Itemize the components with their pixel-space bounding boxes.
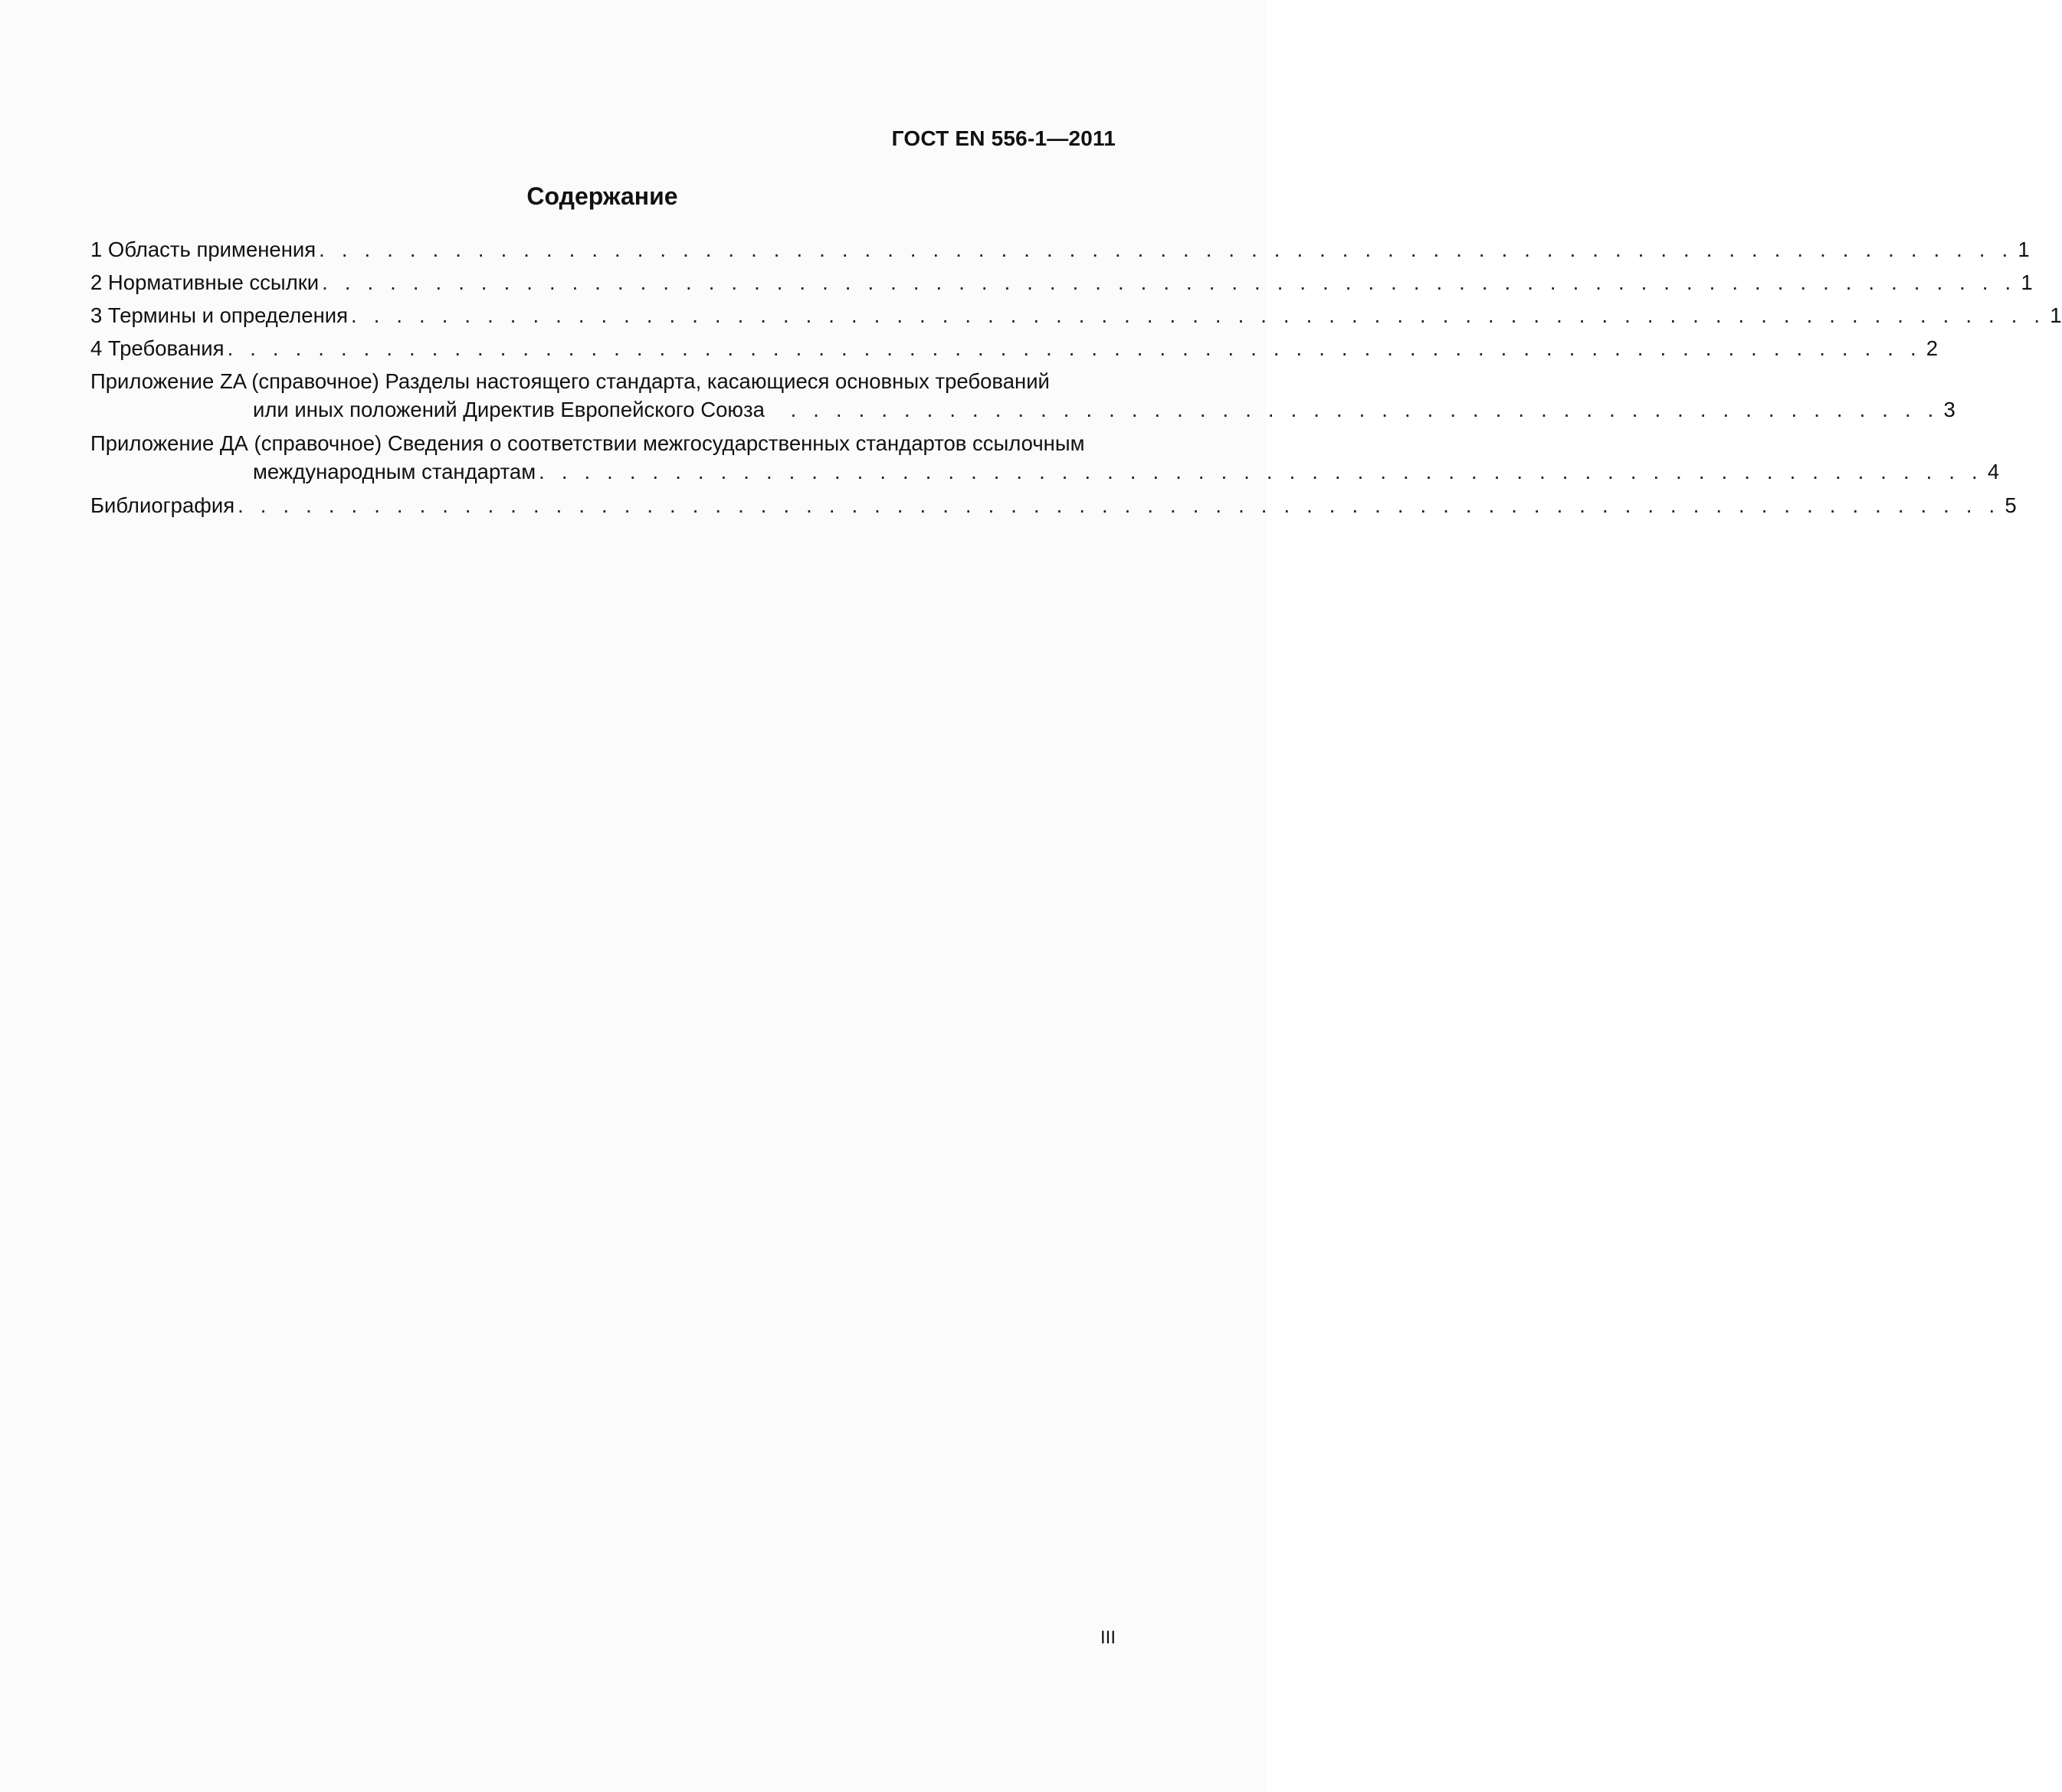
toc-entry-normative-references[interactable] <box>90 268 2033 296</box>
dot-leader: . . . . . . . . . . . . . . . . . . . . . . . . . . . . . . . . . . . . . . . . . . . . . . . . . . . . . . . . . . . . . . . . . . . . . . . . . . . <box>322 270 2017 294</box>
toc-entry-terms[interactable] <box>90 301 2062 329</box>
dot-leader: . . . . . . . . . . . . . . . . . . . . . . . . . . . . . . . . . . . . . . . . . . . . . . . . . . . . . . . . . . . . . . . . . . . . . . . . . . . <box>319 238 2014 261</box>
toc-entry-scope[interactable] <box>90 235 2030 264</box>
toc-entry-appendix-da[interactable] <box>90 429 2000 486</box>
toc-entry-title: 3 Термины и определения <box>90 303 349 327</box>
toc-entry-title: Библиография <box>90 493 235 517</box>
document-code: ГОСТ EN 556-1—2011 <box>891 126 1116 150</box>
toc-entry-title: 4 Требования <box>90 336 225 360</box>
toc-entry-appendix-za[interactable] <box>90 367 1955 424</box>
toc-entry-title: 1 Область применения <box>90 238 316 261</box>
toc-entry-bibliography[interactable] <box>90 491 2017 519</box>
toc-entry-page: 2 <box>1926 336 1939 360</box>
toc-entry-requirements[interactable] <box>90 334 1939 362</box>
toc-heading: Содержание <box>526 182 678 210</box>
appendix-continuation <box>90 395 1955 424</box>
toc-entry-page: 1 <box>2018 238 2030 261</box>
dot-leader: . . . . . . . . . . . . . . . . . . . . . . . . . . . . . . . . . . . . . . . . . . . . . . . . . . . . . . . . . . . . . . . . . . . . . . . . . . . . . . <box>238 493 2001 517</box>
page-number: III <box>1100 1627 1116 1648</box>
dot-leader: . . . . . . . . . . . . . . . . . . . . . . . . . . . . . . . . . . . . . . . . . . . . . . . . . . . . . . . . . . . . . . . . . . . . . . . . . . . <box>227 336 1922 360</box>
appendix-title-line: Приложение ДА (справочное) Сведения о соответствии межгосударственных стандартов ссылочным <box>90 431 1085 455</box>
dot-leader: . . . . . . . . . . . . . . . . . . . . . . . . . . . . . . . . . . . . . . . . . . . . . . . . . . . <box>767 398 1939 421</box>
dot-leader: . . . . . . . . . . . . . . . . . . . . . . . . . . . . . . . . . . . . . . . . . . . . . . . . . . . . . . . . . . . . . . . . . . . . . . . . . . . <box>351 303 2046 327</box>
toc-entry-page: 5 <box>2005 493 2017 517</box>
dot-leader: . . . . . . . . . . . . . . . . . . . . . . . . . . . . . . . . . . . . . . . . . . . . . . . . . . . . . . . . . . . . . . . . <box>539 460 1983 483</box>
appendix-title-continuation: международным стандартам <box>253 460 536 483</box>
toc-entry-page: 1 <box>2050 303 2062 327</box>
toc-entry-page: 1 <box>2021 270 2033 294</box>
appendix-continuation <box>90 457 2000 486</box>
appendix-title-line: Приложение ZA (справочное) Разделы настоящего стандарта, касающиеся основных требований <box>90 369 1050 393</box>
toc-entry-title: 2 Нормативные ссылки <box>90 270 320 294</box>
appendix-title-continuation: или иных положений Директив Европейского Союза <box>253 398 765 421</box>
toc-entry-page: 3 <box>1943 398 1955 421</box>
toc-entry-page: 4 <box>1987 460 2000 483</box>
table-of-contents <box>90 235 2062 524</box>
